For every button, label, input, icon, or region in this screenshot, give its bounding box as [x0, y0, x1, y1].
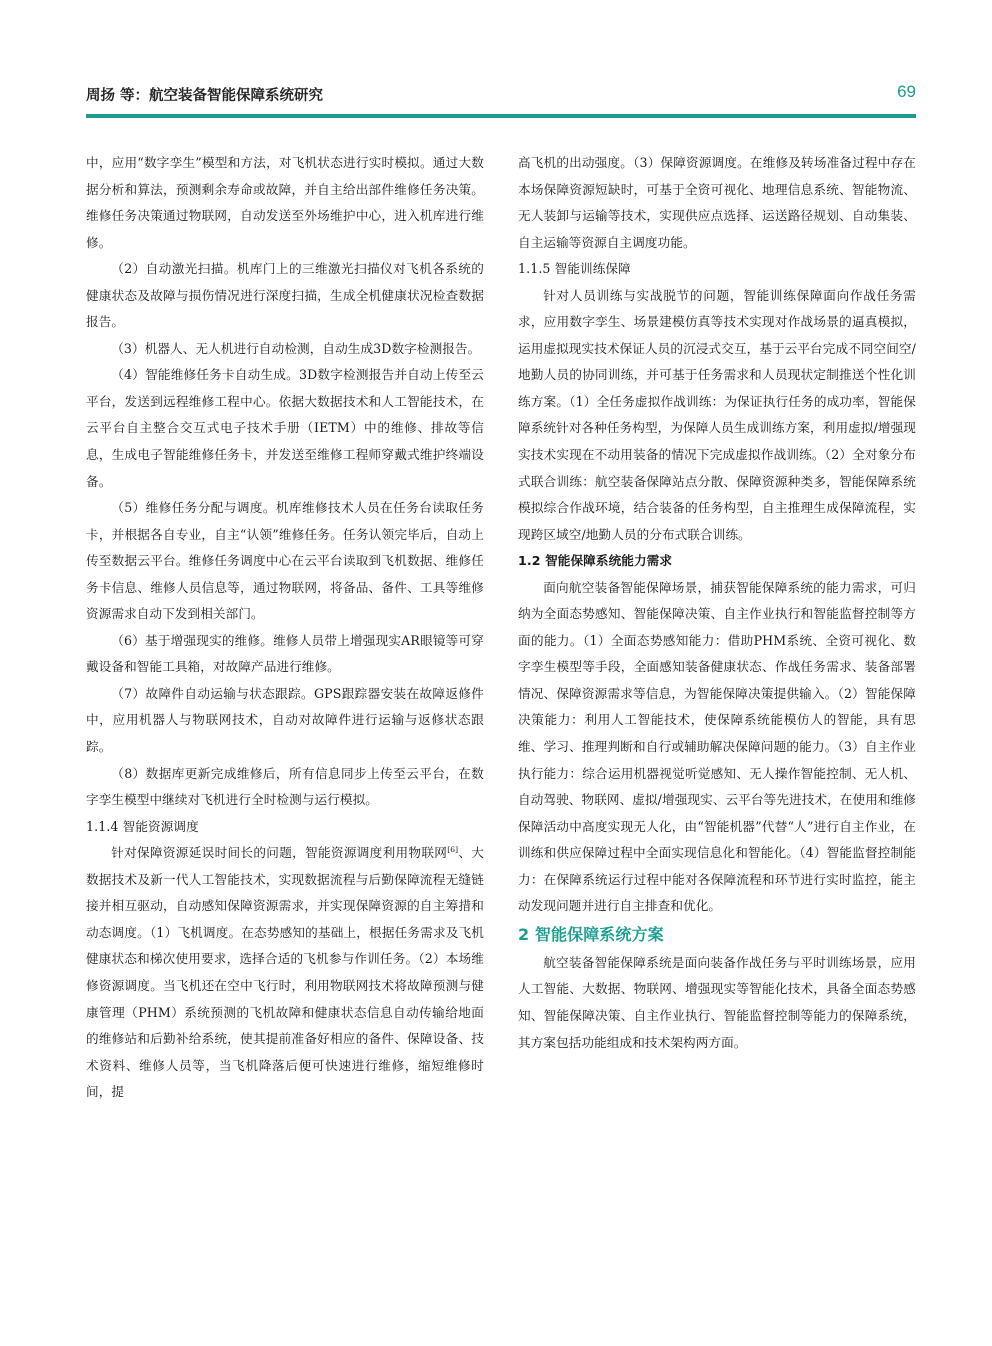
paragraph: （8）数据库更新完成维修后，所有信息同步上传至云平台，在数字孪生模型中继续对飞机进行全时检测与运行模拟。 [86, 765, 484, 808]
paragraph-text: 、大数据技术及新一代人工智能技术，实现数据流程与后勤保障流程无缝链接并相互驱动，自动感知保障资源需求，并实现保障资源的自主筹措和动态调度。（1）飞机调度。在态势感知的基础上，根据任务需求及飞机健康状态和梯次使用要求，选择合适的飞机参与作训任务。（2）本场维修资源调度。当飞机还在空中飞行时，利用物联网技术将故障预测与健康管理（PHM）系统预测的飞机故障和健康状态信息自动传输给地面的维修站和后勤补给系统，使其提前准备好相应的备件、保障设备、技术资料、维修人员等，当飞机降落后便可快速进行维修，缩短维修时间，提 [86, 845, 484, 1100]
paragraph-text: 针对保障资源延误时间长的问题，智能资源调度利用物联网 [111, 845, 448, 861]
subsection-heading-1-1-5: 1.1.5 智能训练保障 [518, 261, 631, 277]
page-number: 69 [897, 82, 916, 101]
citation-ref: [6] [447, 845, 459, 855]
right-column [518, 150, 916, 1056]
running-title: 周扬 等：航空装备智能保障系统研究 [86, 88, 324, 104]
paragraph: （5）维修任务分配与调度。机库维修技术人员在任务台读取任务卡，并根据各自专业，自主“认领”维修任务。任务认领完毕后，自动上传至数据云平台。维修任务调度中心在云平台读取到飞机数据、维修任务卡信息、维修人员信息等，通过物联网，将备品、备件、工具等维修资源需求自动下发到相关部门。 [86, 500, 484, 622]
left-column [86, 150, 484, 1106]
paragraph [86, 840, 484, 1105]
paragraph: （7）故障件自动运输与状态跟踪。GPS跟踪器安装在故障返修件中，应用机器人与物联网技术，自动对故障件进行运输与返修状态跟踪。 [86, 685, 484, 755]
paragraph: （6）基于增强现实的维修。维修人员带上增强现实AR眼镜等可穿戴设备和智能工具箱，对故障产品进行维修。 [86, 632, 484, 675]
section-heading-2: 2 智能保障系统方案 [518, 924, 664, 944]
paragraph: （4）智能维修任务卡自动生成。3D数字检测报告并自动上传至云平台，发送到远程维修工程中心。依据大数据技术和人工智能技术，在云平台自主整合交互式电子技术手册（IETM）中的维修、排故等信息，生成电子智能维修任务卡，并发送至维修工程师穿戴式维护终端设备。 [86, 367, 484, 489]
paragraph: 航空装备智能保障系统是面向装备作战任务与平时训练场景，应用人工智能、大数据、物联网、增强现实等智能化技术，具备全面态势感知、智能保障决策、自主作业执行、智能监督控制等能力的保障系统，其方案包括功能组成和技术架构两方面。 [518, 954, 916, 1050]
paragraph: 面向航空装备智能保障场景，捕获智能保障系统的能力需求，可归纳为全面态势感知、智能保障决策、自主作业执行和智能监督控制等方面的能力。（1）全面态势感知能力：借助PHM系统、全资可视化、数字孪生模型等手段，全面感知装备健康状态、作战任务需求、装备部署情况、保障资源需求等信息，为智能保障决策提供输入。（2）智能保障决策能力：利用人工智能技术，使保障系统能模仿人的智能，具有思维、学习、推理判断和自行或辅助解决保障问题的能力。（3）自主作业执行能力：综合运用机器视觉听觉感知、无人操作智能控制、无人机、自动驾驶、物联网、虚拟/增强现实、云平台等先进技术，在使用和维修保障活动中高度实现无人化，由“智能机器”代替“人”进行自主作业，在训练和供应保障过程中全面实现信息化和智能化。（4）智能监督控制能力：在保障系统运行过程中能对各保障流程和环节进行实时监控，能主动发现问题并进行自主排查和优化。 [518, 579, 916, 914]
paragraph: （2）自动激光扫描。机库门上的三维激光扫描仪对飞机各系统的健康状态及故障与损伤情况进行深度扫描，生成全机健康状况检查数据报告。 [86, 261, 484, 330]
section-heading-1-2: 1.2 智能保障系统能力需求 [518, 553, 673, 569]
running-header [86, 80, 916, 108]
paragraph: 高飞机的出动强度。（3）保障资源调度。在维修及转场准备过程中存在本场保障资源短缺时，可基于全资可视化、地理信息系统、智能物流、无人装卸与运输等技术，实现供应点选择、运送路径规划、自动集装、自主运输等资源自主调度功能。 [518, 155, 916, 250]
subsection-heading-1-1-4: 1.1.4 智能资源调度 [86, 818, 199, 834]
paragraph: （3）机器人、无人机进行自动检测，自动生成3D数字检测报告。 [111, 340, 481, 356]
header-rule [86, 114, 916, 118]
paragraph: 中，应用“数字孪生”模型和方法，对飞机状态进行实时模拟。通过大数据分析和算法，预测剩余寿命或故障，并自主给出部件维修任务决策。维修任务决策通过物联网，自动发送至外场维护中心，进入机库进行维修。 [86, 155, 484, 250]
paragraph: 针对人员训练与实战脱节的问题，智能训练保障面向作战任务需求，应用数字孪生、场景建模仿真等技术实现对作战场景的逼真模拟，运用虚拟现实技术保证人员的沉浸式交互，基于云平台完成不同空间空/地勤人员的协同训练，并可基于任务需求和人员现状定制推送个性化训练方案。（1）全任务虚拟作战训练：为保证执行任务的成功率，智能保障系统针对各种任务构型，为保障人员生成训练方案，利用虚拟/增强现实技术实现在不动用装备的情况下完成虚拟作战训练。（2）全对象分布式联合训练：航空装备保障站点分散、保障资源种类多，智能保障系统模拟综合作战环境，结合装备的任务构型，自主推理生成保障流程，实现跨区域空/地勤人员的分布式联合训练。 [518, 287, 916, 542]
